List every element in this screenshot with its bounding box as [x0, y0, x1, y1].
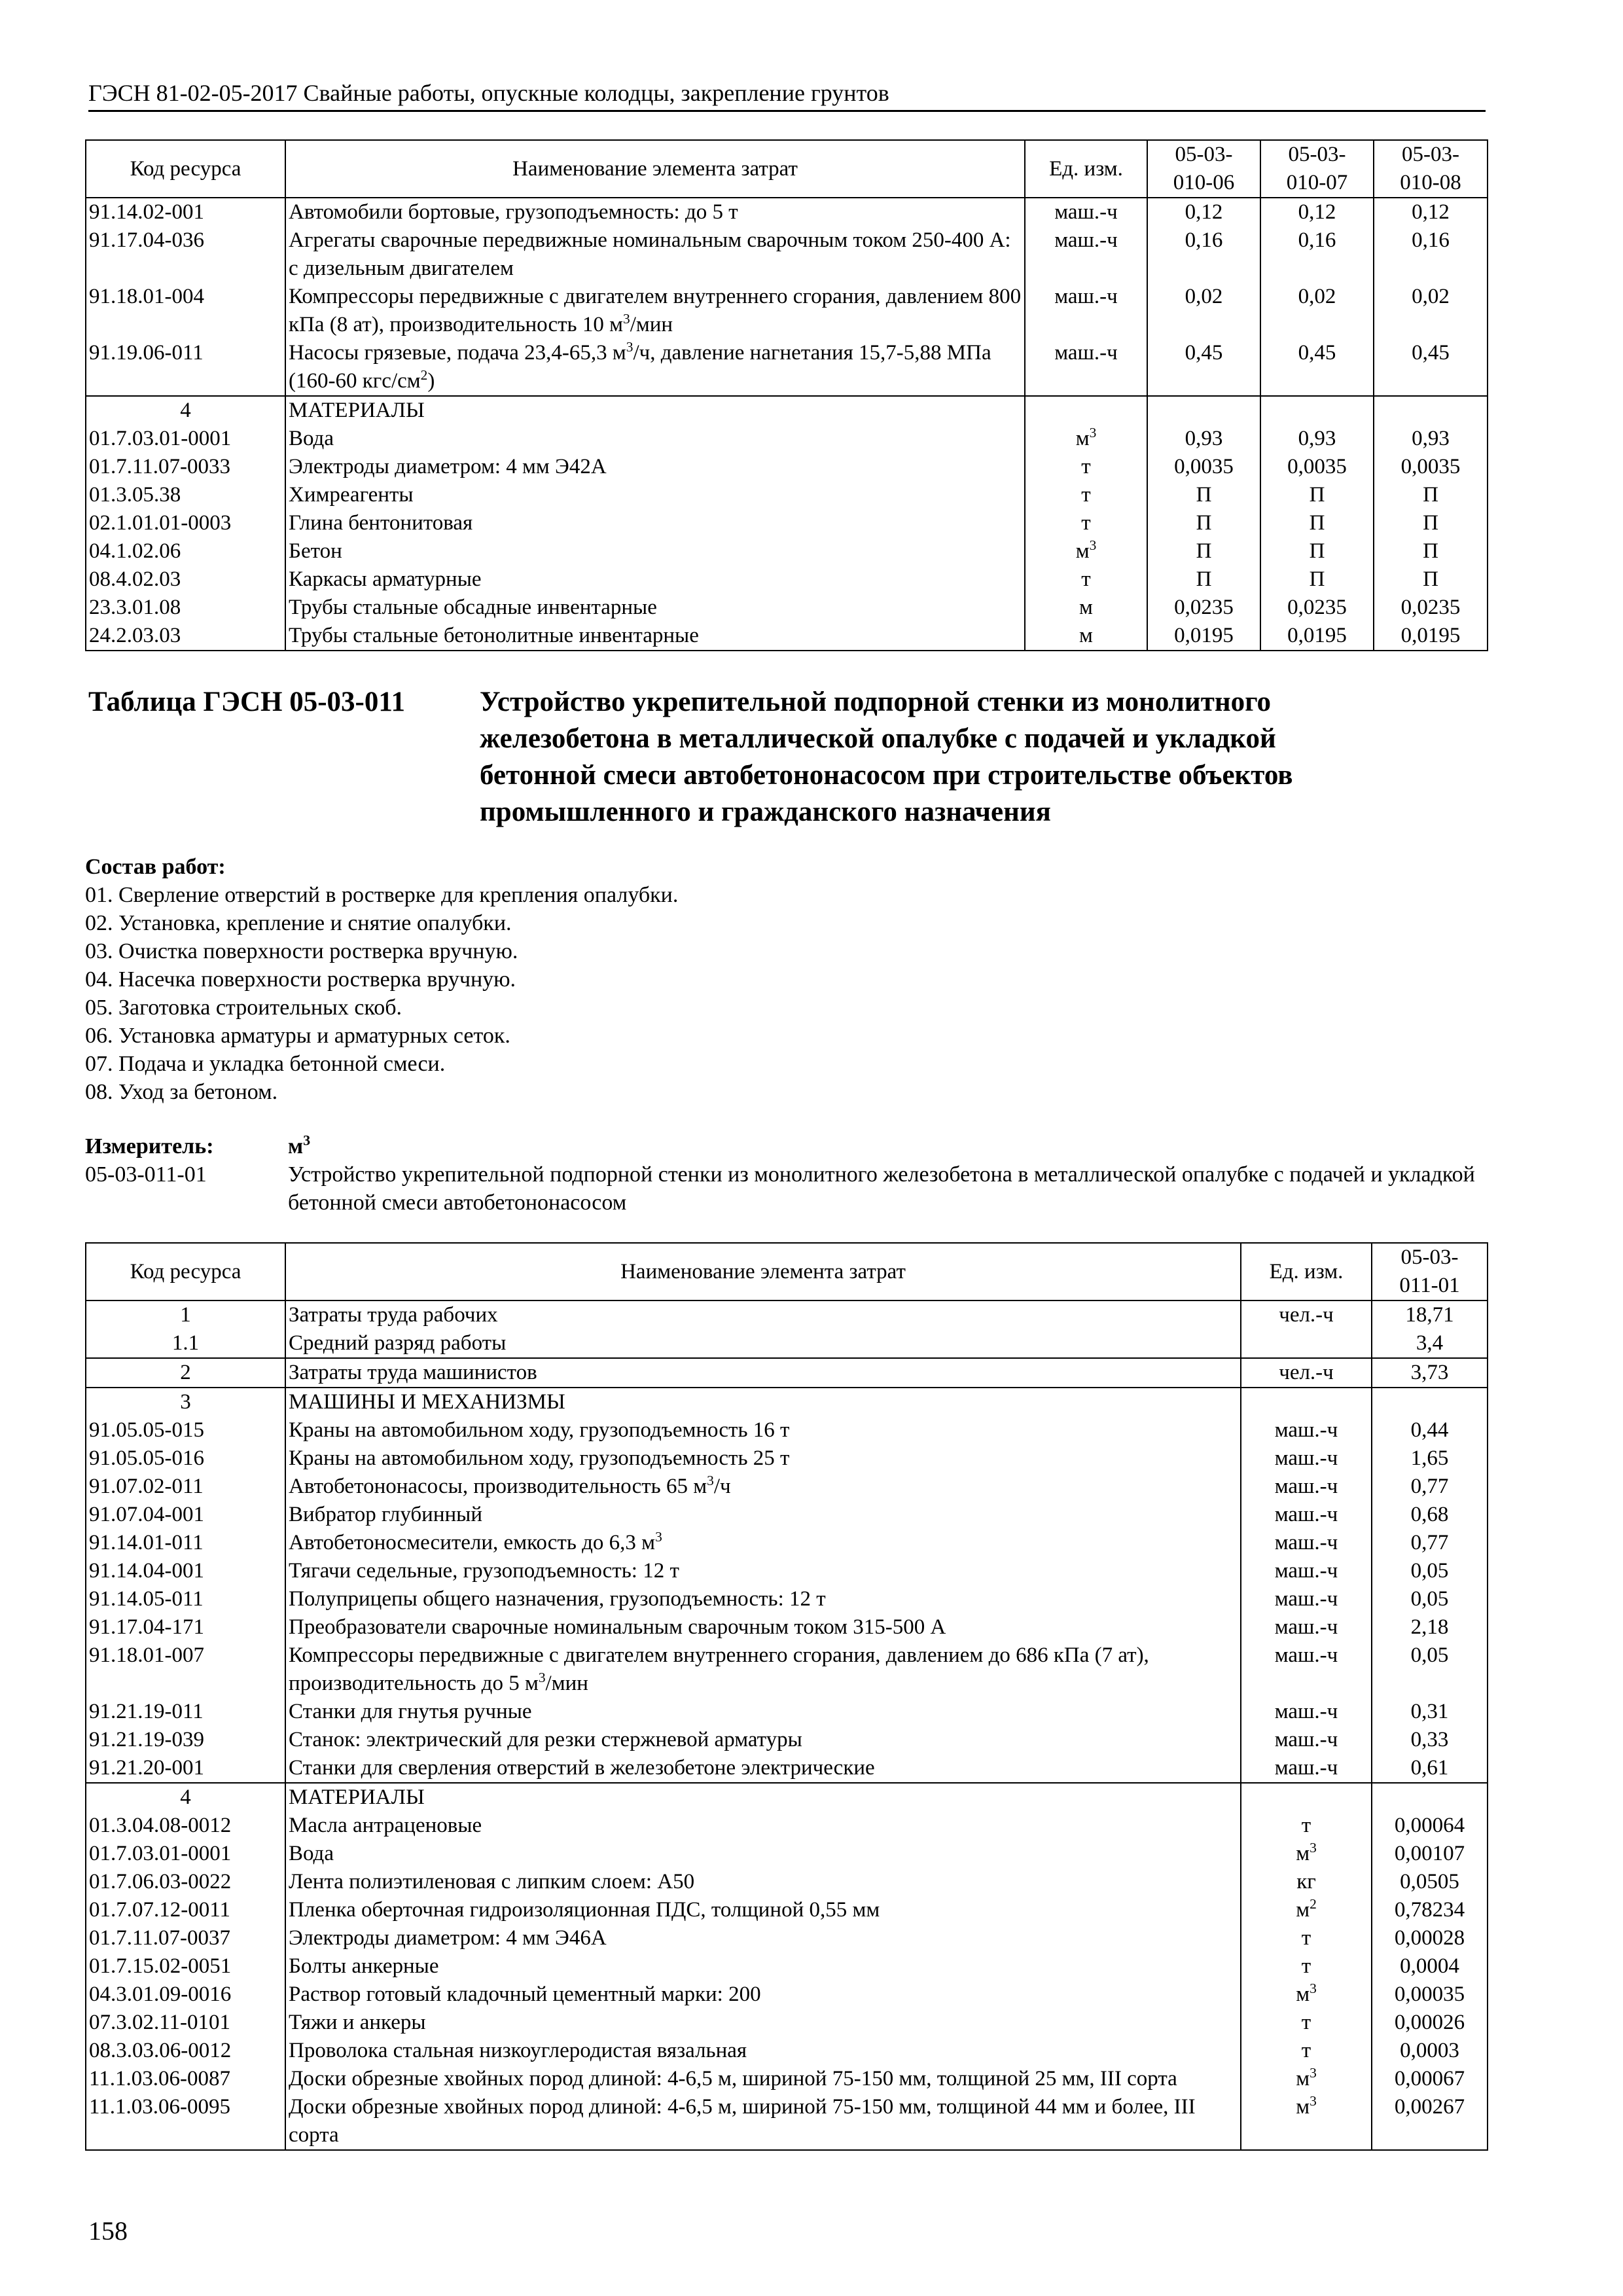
- work-composition: [85, 853, 678, 1106]
- resource-unit: маш.-ч: [1241, 1444, 1372, 1473]
- resource-name: Бетон: [285, 537, 1025, 565]
- resource-unit: маш.-ч: [1241, 1416, 1372, 1444]
- resource-name: Электроды диаметром: 4 мм Э42А: [285, 453, 1025, 481]
- resource-name: Автобетононасосы, производительность 65 $м^3/ч$: [285, 1473, 1241, 1501]
- resource-value: 0,31: [1372, 1698, 1488, 1726]
- resource-name: Химреагенты: [285, 481, 1025, 509]
- resource-table-05-03-011: [85, 1242, 1488, 2151]
- resource-unit: [1241, 1783, 1372, 1812]
- resource-value: 0,93: [1147, 425, 1260, 453]
- resource-name: Затраты труда машинистов: [285, 1358, 1241, 1388]
- table-row: [86, 1416, 1488, 1444]
- resource-code: 91.18.01-007: [86, 1641, 285, 1698]
- resource-name: Тягачи седельные, грузоподъемность: 12 т: [285, 1557, 1241, 1585]
- resource-name: Пленка оберточная гидроизоляционная ПДС, толщиной 0,55 мм: [285, 1896, 1241, 1924]
- measure-description: Устройство укрепительной подпорной стенки из монолитного железобетона в металлической опалубке с подачей и укладкой бетонной смеси автобетононасосом: [288, 1162, 1475, 1215]
- table-label: Таблица ГЭСН 05-03-011: [88, 687, 406, 717]
- resource-value: 0,16: [1374, 226, 1488, 283]
- resource-code: 08.4.02.03: [86, 565, 285, 594]
- table-row: [86, 1754, 1488, 1783]
- resource-unit: $м^3$: [1025, 425, 1147, 453]
- resource-value: 0,0235: [1374, 594, 1488, 622]
- resource-unit: маш.-ч: [1241, 1557, 1372, 1585]
- resource-code: 91.18.01-004: [86, 283, 285, 339]
- resource-name: Каркасы арматурные: [285, 565, 1025, 594]
- resource-table-05-03-010: [85, 139, 1488, 651]
- work-item: 05. Заготовка строительных скоб.: [85, 996, 402, 1020]
- col-header-code: Код ресурса: [86, 140, 285, 198]
- page-number: 158: [88, 2216, 128, 2246]
- measure-block: [85, 1132, 1486, 1217]
- resource-value: П: [1147, 565, 1260, 594]
- resource-code: 01.7.11.07-0037: [86, 1924, 285, 1952]
- table-row: [86, 2037, 1488, 2065]
- resource-code: 91.14.05-011: [86, 1585, 285, 1613]
- resource-code: 2: [86, 1358, 285, 1388]
- resource-value: 0,45: [1374, 339, 1488, 396]
- resource-value: 0,00067: [1372, 2065, 1488, 2093]
- resource-name: Автобетоносмесители, емкость до 6,3 $м^3$: [285, 1529, 1241, 1557]
- resource-code: 11.1.03.06-0095: [86, 2093, 285, 2150]
- resource-code: 01.7.03.01-0001: [86, 1840, 285, 1868]
- resource-name: МАШИНЫ И МЕХАНИЗМЫ: [285, 1388, 1241, 1416]
- resource-value: 0,0003: [1372, 2037, 1488, 2065]
- table-row: [86, 1501, 1488, 1529]
- resource-value: 0,93: [1260, 425, 1374, 453]
- resource-value: 0,00107: [1372, 1840, 1488, 1868]
- resource-value: П: [1374, 565, 1488, 594]
- table-row: [86, 2009, 1488, 2037]
- work-item: 03. Очистка поверхности ростверка вручную.: [85, 939, 518, 963]
- resource-value: П: [1147, 537, 1260, 565]
- resource-code: 01.3.04.08-0012: [86, 1812, 285, 1840]
- measure-label: Измеритель:: [85, 1134, 214, 1158]
- resource-code: 01.7.06.03-0022: [86, 1868, 285, 1896]
- work-item: 04. Насечка поверхности ростверка вручную.: [85, 967, 516, 992]
- col-header-011-01: 05-03- 011-01: [1372, 1243, 1488, 1300]
- resource-code: 04.3.01.09-0016: [86, 1981, 285, 2009]
- resource-name: Масла антраценовые: [285, 1812, 1241, 1840]
- table-row: [86, 2093, 1488, 2150]
- resource-unit: маш.-ч: [1025, 283, 1147, 339]
- resource-code: 1: [86, 1300, 285, 1329]
- resource-unit: $м^3$: [1241, 2065, 1372, 2093]
- resource-name: Станки для сверления отверстий в железобетоне электрические: [285, 1754, 1241, 1783]
- resource-code: 91.07.02-011: [86, 1473, 285, 1501]
- resource-value: 0,0035: [1374, 453, 1488, 481]
- resource-value: 0,45: [1260, 339, 1374, 396]
- resource-unit: м: [1025, 594, 1147, 622]
- measure-code: 05-03-011-01: [85, 1162, 207, 1187]
- resource-unit: маш.-ч: [1025, 226, 1147, 283]
- table-section-row: [86, 396, 1488, 425]
- table-header-row: [86, 140, 1488, 198]
- resource-code: 01.7.03.01-0001: [86, 425, 285, 453]
- resource-value: [1374, 396, 1488, 425]
- work-item: 07. Подача и укладка бетонной смеси.: [85, 1052, 446, 1076]
- table-row: [86, 1557, 1488, 1585]
- resource-code: 01.7.11.07-0033: [86, 453, 285, 481]
- table-row: [86, 509, 1488, 537]
- resource-code: 91.19.06-011: [86, 339, 285, 396]
- resource-code: 4: [86, 396, 285, 425]
- table-row: [86, 1981, 1488, 2009]
- resource-name: Трубы стальные бетонолитные инвентарные: [285, 622, 1025, 651]
- col-header-name: Наименование элемента затрат: [285, 140, 1025, 198]
- resource-name: Насосы грязевые, подача 23,4-65,3 $м^3/ч$, давление нагнетания 15,7-5,88 МПа (160-60 кгс/$см^2$): [285, 339, 1025, 396]
- resource-code: 91.21.19-039: [86, 1726, 285, 1754]
- table-row: [86, 1840, 1488, 1868]
- resource-name: Средний разряд работы: [285, 1329, 1241, 1358]
- col-header-code: Код ресурса: [86, 1243, 285, 1300]
- table-row: [86, 1473, 1488, 1501]
- resource-code: 23.3.01.08: [86, 594, 285, 622]
- resource-unit: т: [1241, 2037, 1372, 2065]
- resource-code: 91.14.04-001: [86, 1557, 285, 1585]
- resource-value: [1372, 1388, 1488, 1416]
- resource-name: Автомобили бортовые, грузоподъемность: до 5 т: [285, 198, 1025, 226]
- table-row: [86, 1896, 1488, 1924]
- resource-value: 0,0195: [1147, 622, 1260, 651]
- work-item: 08. Уход за бетоном.: [85, 1080, 278, 1104]
- resource-value: 3,73: [1372, 1358, 1488, 1388]
- resource-value: 18,71: [1372, 1300, 1488, 1329]
- table-row: [86, 453, 1488, 481]
- resource-name: Компрессоры передвижные с двигателем внутреннего сгорания, давлением до 686 кПа (7 ат), производительность до 5 $м^3$/мин: [285, 1641, 1241, 1698]
- table-row: [86, 1952, 1488, 1981]
- resource-value: П: [1374, 537, 1488, 565]
- table-row: [86, 1585, 1488, 1613]
- resource-unit: т: [1025, 453, 1147, 481]
- resource-name: Преобразователи сварочные номинальным сварочным током 315-500 А: [285, 1613, 1241, 1641]
- table-row: [86, 594, 1488, 622]
- resource-unit: маш.-ч: [1025, 339, 1147, 396]
- table-row: [86, 1329, 1488, 1358]
- resource-code: 01.7.15.02-0051: [86, 1952, 285, 1981]
- table-row: [86, 1641, 1488, 1698]
- work-item: 01. Сверление отверстий в ростверке для крепления опалубки.: [85, 883, 679, 907]
- table-row: [86, 425, 1488, 453]
- resource-value: 0,0195: [1374, 622, 1488, 651]
- resource-value: 0,00026: [1372, 2009, 1488, 2037]
- resource-name: Трубы стальные обсадные инвентарные: [285, 594, 1025, 622]
- resource-value: 0,0035: [1260, 453, 1374, 481]
- resource-value: 0,05: [1372, 1585, 1488, 1613]
- resource-value: П: [1147, 509, 1260, 537]
- resource-value: 0,16: [1147, 226, 1260, 283]
- resource-name: Агрегаты сварочные передвижные номинальным сварочным током 250-400 А: с дизельным двигателем: [285, 226, 1025, 283]
- resource-value: 0,00064: [1372, 1812, 1488, 1840]
- resource-unit: маш.-ч: [1241, 1501, 1372, 1529]
- table-title: Устройство укрепительной подпорной стенки из монолитного железобетона в металлической опалубке с подачей и укладкой бетонной смеси автобетононасосом при строительстве объектов промышленного и гражданского назначения: [480, 687, 1293, 827]
- resource-value: П: [1260, 481, 1374, 509]
- resource-value: 0,0035: [1147, 453, 1260, 481]
- resource-value: 0,12: [1147, 198, 1260, 226]
- resource-value: 0,0235: [1260, 594, 1374, 622]
- resource-value: П: [1374, 481, 1488, 509]
- resource-value: 0,02: [1147, 283, 1260, 339]
- resource-name: Лента полиэтиленовая с липким слоем: А50: [285, 1868, 1241, 1896]
- resource-value: 0,02: [1260, 283, 1374, 339]
- resource-value: 0,02: [1374, 283, 1488, 339]
- resource-unit: маш.-ч: [1241, 1473, 1372, 1501]
- resource-value: 3,4: [1372, 1329, 1488, 1358]
- table-row: [86, 481, 1488, 509]
- resource-value: 1,65: [1372, 1444, 1488, 1473]
- table-row: [86, 198, 1488, 226]
- resource-code: 91.05.05-016: [86, 1444, 285, 1473]
- table-row: [86, 1924, 1488, 1952]
- resource-code: 07.3.02.11-0101: [86, 2009, 285, 2037]
- table-row: [86, 1698, 1488, 1726]
- resource-code: 91.17.04-036: [86, 226, 285, 283]
- resource-unit: $м^3$: [1025, 537, 1147, 565]
- table-row: [86, 283, 1488, 339]
- resource-unit: маш.-ч: [1025, 198, 1147, 226]
- measure-unit: $м^3$: [288, 1132, 311, 1158]
- resource-value: П: [1260, 565, 1374, 594]
- table-row: [86, 1726, 1488, 1754]
- resource-unit: м: [1025, 622, 1147, 651]
- resource-code: 04.1.02.06: [86, 537, 285, 565]
- resource-code: 01.7.07.12-0011: [86, 1896, 285, 1924]
- resource-unit: маш.-ч: [1241, 1754, 1372, 1783]
- resource-unit: т: [1241, 1924, 1372, 1952]
- resource-name: МАТЕРИАЛЫ: [285, 1783, 1241, 1812]
- resource-value: 0,77: [1372, 1473, 1488, 1501]
- resource-unit: кг: [1241, 1868, 1372, 1896]
- resource-value: П: [1374, 509, 1488, 537]
- table-section-row: [86, 1358, 1488, 1388]
- resource-value: 0,12: [1260, 198, 1374, 226]
- resource-unit: $м^3$: [1241, 1840, 1372, 1868]
- resource-name: Полуприцепы общего назначения, грузоподъемность: 12 т: [285, 1585, 1241, 1613]
- resource-name: Болты анкерные: [285, 1952, 1241, 1981]
- resource-code: 91.07.04-001: [86, 1501, 285, 1529]
- resource-unit: маш.-ч: [1241, 1726, 1372, 1754]
- table-row: [86, 2065, 1488, 2093]
- table-section-row: [86, 1300, 1488, 1329]
- col-header-unit: Ед. изм.: [1241, 1243, 1372, 1300]
- resource-value: 0,33: [1372, 1726, 1488, 1754]
- resource-unit: [1241, 1388, 1372, 1416]
- resource-value: 0,00028: [1372, 1924, 1488, 1952]
- resource-value: 0,44: [1372, 1416, 1488, 1444]
- resource-value: П: [1260, 509, 1374, 537]
- resource-name: Компрессоры передвижные с двигателем внутреннего сгорания, давлением 800 кПа (8 ат), производительность 10 $м^3$/мин: [285, 283, 1025, 339]
- resource-unit: т: [1025, 565, 1147, 594]
- resource-value: 0,0505: [1372, 1868, 1488, 1896]
- resource-unit: маш.-ч: [1241, 1529, 1372, 1557]
- resource-unit: $м^2$: [1241, 1896, 1372, 1924]
- resource-value: [1260, 396, 1374, 425]
- running-header: ГЭСН 81-02-05-2017 Свайные работы, опускные колодцы, закрепление грунтов: [88, 77, 1486, 112]
- work-composition-heading: Состав работ:: [85, 855, 226, 879]
- col-header-010-08: 05-03- 010-08: [1374, 140, 1488, 198]
- resource-code: 24.2.03.03: [86, 622, 285, 651]
- resource-value: П: [1260, 537, 1374, 565]
- resource-unit: [1241, 1329, 1372, 1358]
- resource-value: 0,0195: [1260, 622, 1374, 651]
- resource-value: 0,68: [1372, 1501, 1488, 1529]
- resource-value: [1372, 1783, 1488, 1812]
- resource-code: 4: [86, 1783, 285, 1812]
- table-section-row: [86, 1388, 1488, 1416]
- resource-value: 0,0235: [1147, 594, 1260, 622]
- resource-unit: чел.-ч: [1241, 1300, 1372, 1329]
- resource-unit: маш.-ч: [1241, 1698, 1372, 1726]
- table-row: [86, 565, 1488, 594]
- resource-code: 02.1.01.01-0003: [86, 509, 285, 537]
- resource-value: П: [1147, 481, 1260, 509]
- resource-unit: т: [1241, 1812, 1372, 1840]
- col-header-name: Наименование элемента затрат: [285, 1243, 1241, 1300]
- resource-name: МАТЕРИАЛЫ: [285, 396, 1025, 425]
- resource-value: 0,00035: [1372, 1981, 1488, 2009]
- resource-name: Проволока стальная низкоуглеродистая вязальная: [285, 2037, 1241, 2065]
- resource-name: Краны на автомобильном ходу, грузоподъемность 16 т: [285, 1416, 1241, 1444]
- table-row: [86, 339, 1488, 396]
- table-row: [86, 1868, 1488, 1896]
- resource-value: 0,0004: [1372, 1952, 1488, 1981]
- resource-unit: $м^3$: [1241, 1981, 1372, 2009]
- resource-value: 0,45: [1147, 339, 1260, 396]
- resource-unit: т: [1025, 509, 1147, 537]
- table-header-row: [86, 1243, 1488, 1300]
- resource-value: 0,05: [1372, 1641, 1488, 1698]
- resource-name: Доски обрезные хвойных пород длиной: 4-6,5 м, шириной 75-150 мм, толщиной 25 мм, III сорта: [285, 2065, 1241, 2093]
- resource-name: Затраты труда рабочих: [285, 1300, 1241, 1329]
- resource-unit: маш.-ч: [1241, 1585, 1372, 1613]
- table-row: [86, 1812, 1488, 1840]
- resource-code: 91.14.01-011: [86, 1529, 285, 1557]
- resource-code: 11.1.03.06-0087: [86, 2065, 285, 2093]
- resource-unit: $м^3$: [1241, 2093, 1372, 2150]
- resource-value: 0,12: [1374, 198, 1488, 226]
- table-row: [86, 1444, 1488, 1473]
- resource-value: 0,77: [1372, 1529, 1488, 1557]
- resource-unit: чел.-ч: [1241, 1358, 1372, 1388]
- resource-unit: т: [1241, 1952, 1372, 1981]
- resource-name: Тяжи и анкеры: [285, 2009, 1241, 2037]
- work-item: 02. Установка, крепление и снятие опалубки.: [85, 911, 512, 935]
- resource-value: [1147, 396, 1260, 425]
- resource-name: Вибратор глубинный: [285, 1501, 1241, 1529]
- resource-name: Станки для гнутья ручные: [285, 1698, 1241, 1726]
- resource-name: Доски обрезные хвойных пород длиной: 4-6,5 м, шириной 75-150 мм, толщиной 44 мм и более, III сорта: [285, 2093, 1241, 2150]
- table-row: [86, 1613, 1488, 1641]
- resource-name: Глина бентонитовая: [285, 509, 1025, 537]
- resource-value: 0,05: [1372, 1557, 1488, 1585]
- resource-unit: [1025, 396, 1147, 425]
- resource-value: 2,18: [1372, 1613, 1488, 1641]
- resource-code: 08.3.03.06-0012: [86, 2037, 285, 2065]
- resource-value: 0,93: [1374, 425, 1488, 453]
- resource-code: 91.21.20-001: [86, 1754, 285, 1783]
- resource-unit: т: [1241, 2009, 1372, 2037]
- col-header-unit: Ед. изм.: [1025, 140, 1147, 198]
- resource-code: 01.3.05.38: [86, 481, 285, 509]
- resource-code: 91.14.02-001: [86, 198, 285, 226]
- resource-name: Электроды диаметром: 4 мм Э46А: [285, 1924, 1241, 1952]
- resource-name: Краны на автомобильном ходу, грузоподъемность 25 т: [285, 1444, 1241, 1473]
- resource-code: 1.1: [86, 1329, 285, 1358]
- resource-name: Станок: электрический для резки стержневой арматуры: [285, 1726, 1241, 1754]
- table-row: [86, 1529, 1488, 1557]
- resource-code: 91.21.19-011: [86, 1698, 285, 1726]
- resource-unit: маш.-ч: [1241, 1641, 1372, 1698]
- resource-value: 0,78234: [1372, 1896, 1488, 1924]
- resource-code: 91.05.05-015: [86, 1416, 285, 1444]
- resource-value: 0,00267: [1372, 2093, 1488, 2150]
- table-row: [86, 226, 1488, 283]
- work-item: 06. Установка арматуры и арматурных сеток.: [85, 1024, 510, 1048]
- col-header-010-07: 05-03- 010-07: [1260, 140, 1374, 198]
- resource-name: Вода: [285, 1840, 1241, 1868]
- resource-value: 0,16: [1260, 226, 1374, 283]
- table-section-row: [86, 1783, 1488, 1812]
- table-row: [86, 622, 1488, 651]
- resource-code: 91.17.04-171: [86, 1613, 285, 1641]
- resource-unit: т: [1025, 481, 1147, 509]
- table-row: [86, 537, 1488, 565]
- col-header-010-06: 05-03- 010-06: [1147, 140, 1260, 198]
- resource-code: 3: [86, 1388, 285, 1416]
- resource-value: 0,61: [1372, 1754, 1488, 1783]
- resource-unit: маш.-ч: [1241, 1613, 1372, 1641]
- resource-name: Раствор готовый кладочный цементный марки: 200: [285, 1981, 1241, 2009]
- resource-name: Вода: [285, 425, 1025, 453]
